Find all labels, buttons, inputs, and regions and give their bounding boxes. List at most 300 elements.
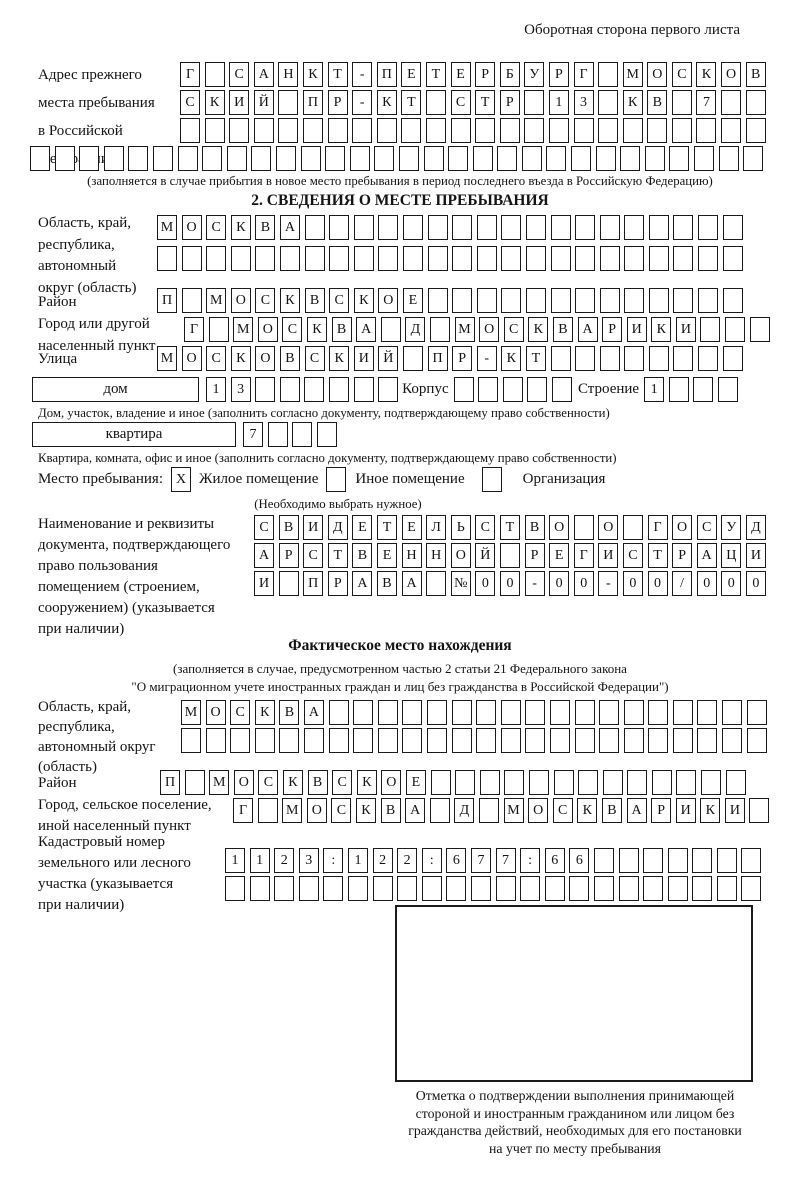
char-box [304,728,324,753]
char-box [578,770,598,795]
char-box [153,146,173,171]
char-box [697,728,717,753]
char-box: Н [278,62,298,87]
label-line: участка (указывается [38,876,174,892]
char-box: С [254,515,274,540]
char-box [209,317,229,342]
char-box [600,346,620,371]
char-box [598,62,618,87]
char-box [182,288,202,313]
char-box [422,876,442,901]
char-box [694,146,714,171]
char-box [520,876,540,901]
char-box [500,118,520,143]
char-box: А [405,798,425,823]
char-box [354,377,374,402]
char-box [598,90,618,115]
char-box: 1 [644,377,664,402]
document-row-3 [254,571,766,596]
char-box [669,146,689,171]
char-box [746,118,766,143]
char-box: 3 [231,377,251,402]
char-box: А [304,700,324,725]
char-box [550,728,570,753]
char-box: Р [452,346,472,371]
char-box: А [402,571,422,596]
char-box [427,700,447,725]
cadastral-label [38,832,191,916]
char-box [619,876,639,901]
char-box [305,215,325,240]
apartment-number-row [243,422,337,447]
char-box [278,118,298,143]
char-box [181,728,201,753]
char-box: П [303,571,323,596]
char-box: О [672,515,692,540]
char-box [479,798,499,823]
char-box: 0 [746,571,766,596]
char-box: 1 [225,848,245,873]
char-box [624,728,644,753]
char-box [227,146,247,171]
char-box: С [331,798,351,823]
char-box [329,246,349,271]
char-box [304,377,324,402]
char-box [575,700,595,725]
char-box: О [182,215,202,240]
char-box [30,146,50,171]
char-box: П [377,62,397,87]
char-box [750,317,770,342]
city-row [184,317,770,342]
char-box: И [746,543,766,568]
char-box: К [377,90,397,115]
label-line: на учет по месту пребывания [489,1140,661,1156]
char-box [746,90,766,115]
char-box [157,246,177,271]
char-box [255,377,275,402]
district-label: Район [38,294,77,310]
char-box: М [181,700,201,725]
char-box: М [206,288,226,313]
char-box [623,515,643,540]
char-box [428,288,448,313]
char-box: Г [574,62,594,87]
char-box: - [352,90,372,115]
char-box: 0 [721,571,741,596]
char-box [454,377,474,402]
label-line: места пребывания [38,95,155,111]
char-box: 6 [446,848,466,873]
char-box: К [501,346,521,371]
label-line: стороной и иностранным гражданином или лицом без [415,1105,735,1121]
label-line: в Российской [38,123,123,139]
char-box [649,215,669,240]
char-box: А [627,798,647,823]
char-box: Е [403,288,423,313]
stay-checkbox-residential: X [171,467,191,492]
char-box [723,246,743,271]
char-box [180,118,200,143]
char-box [329,377,349,402]
char-box [649,346,669,371]
char-box: Ц [721,543,741,568]
char-box: Ь [451,515,471,540]
char-box [643,848,663,873]
stay-type-row [38,467,605,492]
house-type-box: дом [32,377,199,402]
label-line: при наличии) [38,621,125,637]
char-box [649,288,669,313]
char-box [206,728,226,753]
char-box: С [258,770,278,795]
char-box: В [647,90,667,115]
char-box [428,246,448,271]
char-box [354,246,374,271]
char-box: К [700,798,720,823]
char-box: Р [672,543,692,568]
char-box: Е [406,770,426,795]
char-box [649,246,669,271]
char-box [178,146,198,171]
actual-city-row [233,798,769,823]
char-box: С [229,62,249,87]
char-box: А [254,543,274,568]
char-box [268,422,288,447]
street-label: Улица [38,351,78,367]
char-box: К [528,317,548,342]
house-note: Дом, участок, владение и иное (заполнить согласно документу, подтверждающему право собственности) [38,406,610,420]
char-box: 1 [206,377,226,402]
char-box: Е [451,62,471,87]
char-box [378,215,398,240]
prev-address-row-3 [180,118,766,143]
char-box: С [672,62,692,87]
char-box: К [307,317,327,342]
char-box: Н [402,543,422,568]
char-box: Д [454,798,474,823]
char-box: Р [602,317,622,342]
char-box [669,377,689,402]
char-box: И [598,543,618,568]
char-box [747,700,767,725]
char-box: : [323,848,343,873]
label-line: округ (область) [38,279,137,296]
char-box [575,215,595,240]
char-box [452,215,472,240]
prev-address-row-2 [180,90,766,115]
char-box: Р [279,543,299,568]
char-box [455,770,475,795]
char-box: С [206,215,226,240]
char-box [527,377,547,402]
char-box [692,876,712,901]
cadastral-row-1 [225,848,761,873]
char-box [254,118,274,143]
char-box: С [282,317,302,342]
char-box [575,346,595,371]
char-box [305,246,325,271]
char-box: О [307,798,327,823]
char-box: И [676,798,696,823]
char-box [354,215,374,240]
char-box [643,876,663,901]
char-box: О [206,700,226,725]
char-box [627,770,647,795]
char-box: К [623,90,643,115]
char-box [206,246,226,271]
char-box [696,118,716,143]
char-box: Д [405,317,425,342]
char-box: 1 [250,848,270,873]
char-box: 1 [549,90,569,115]
char-box [526,215,546,240]
street-row [157,346,743,371]
char-box [624,346,644,371]
char-box [348,876,368,901]
char-box: Р [549,62,569,87]
char-box: 0 [475,571,495,596]
char-box: П [303,90,323,115]
char-box [725,317,745,342]
char-box [279,571,299,596]
char-box [329,215,349,240]
char-box: Р [651,798,671,823]
char-box [551,246,571,271]
char-box: Р [328,90,348,115]
region-label [38,213,136,299]
prev-address-note: (заполняется в случае прибытия в новое место пребывания в период последнего въезда в Российскую Федерацию) [87,174,713,188]
char-box: О [234,770,254,795]
char-box: С [475,515,495,540]
char-box [723,288,743,313]
stroenie-row [644,377,738,402]
char-box [403,246,423,271]
stay-option-other-label: Иное помещение [355,471,465,487]
char-box: О [647,62,667,87]
char-box: Е [549,543,569,568]
char-box: М [623,62,643,87]
char-box: В [332,317,352,342]
char-box: Т [500,515,520,540]
char-box: Г [184,317,204,342]
char-box [427,728,447,753]
char-box [672,118,692,143]
prev-address-row-4 [30,146,763,171]
char-box [280,246,300,271]
char-box: О [378,288,398,313]
char-box [525,700,545,725]
char-box [377,118,397,143]
korpus-row [454,377,572,402]
char-box: С [180,90,200,115]
char-box [373,876,393,901]
char-box: Т [648,543,668,568]
char-box [594,876,614,901]
char-box [529,770,549,795]
label-line: при наличии) [38,897,125,913]
char-box [600,246,620,271]
char-box [619,848,639,873]
char-box [599,700,619,725]
char-box: 6 [569,848,589,873]
actual-location-title: Фактическое место нахождения [288,637,512,654]
char-box: Й [378,346,398,371]
char-box [496,876,516,901]
char-box [452,288,472,313]
char-box [624,246,644,271]
char-box [620,146,640,171]
char-box [478,377,498,402]
actual-district-label: Район [38,775,77,791]
char-box: В [352,543,372,568]
char-box: О [381,770,401,795]
char-box [205,62,225,87]
char-box [352,118,372,143]
char-box: - [477,346,497,371]
char-box [594,848,614,873]
char-box: М [209,770,229,795]
char-box [451,118,471,143]
char-box [430,798,450,823]
char-box [79,146,99,171]
char-box [698,346,718,371]
char-box [600,215,620,240]
char-box [743,146,763,171]
char-box [374,146,394,171]
char-box: С [697,515,717,540]
char-box [258,798,278,823]
char-box [647,118,667,143]
char-box: 0 [574,571,594,596]
char-box: С [623,543,643,568]
char-box [475,118,495,143]
label-line: (заполняется в случае, предусмотренном частью 2 статьи 21 Федерального закона [173,661,627,676]
char-box: С [451,90,471,115]
char-box [497,146,517,171]
char-box: 6 [545,848,565,873]
char-box [250,876,270,901]
char-box [726,770,746,795]
label-line: документа, подтверждающего [38,537,231,553]
document-row-1 [254,515,766,540]
char-box: В [377,571,397,596]
char-box [182,246,202,271]
char-box: Т [328,62,348,87]
char-box [325,146,345,171]
char-box [718,377,738,402]
label-line: Адрес прежнего [38,67,142,83]
char-box [477,215,497,240]
char-box [231,246,251,271]
actual-region-row-2 [181,728,767,753]
stamp-caption [365,1087,785,1157]
char-box [205,118,225,143]
char-box [574,515,594,540]
char-box [598,118,618,143]
char-box [741,848,761,873]
char-box [551,346,571,371]
char-box [603,770,623,795]
char-box [749,798,769,823]
char-box [279,728,299,753]
char-box [477,288,497,313]
prev-address-row-1 [180,62,766,87]
char-box [723,346,743,371]
corner-note: Оборотная сторона первого листа [524,22,740,38]
char-box: В [279,515,299,540]
char-box: 0 [623,571,643,596]
char-box [571,146,591,171]
char-box [719,146,739,171]
char-box: Т [526,346,546,371]
char-box: П [157,288,177,313]
label-line: населенный пункт [38,338,156,354]
actual-district-row [160,770,746,795]
stay-checkbox-organization [482,467,502,492]
char-box [426,571,446,596]
char-box [551,215,571,240]
stroenie-label: Строение [577,381,640,397]
char-box: Б [500,62,520,87]
char-box: Д [746,515,766,540]
char-box [471,876,491,901]
char-box [430,317,450,342]
char-box [397,876,417,901]
char-box [323,876,343,901]
char-box [575,246,595,271]
cadastral-row-2 [225,876,761,901]
label-line: автономный [38,258,117,274]
char-box [185,770,205,795]
char-box [550,700,570,725]
char-box [381,317,401,342]
document-label [38,514,230,640]
char-box: М [504,798,524,823]
char-box [698,215,718,240]
char-box [673,246,693,271]
char-box: Р [525,543,545,568]
char-box: В [279,700,299,725]
house-row [32,377,738,402]
char-box: 2 [274,848,294,873]
char-box [403,346,423,371]
char-box: У [721,515,741,540]
char-box [575,288,595,313]
char-box: Г [233,798,253,823]
char-box: 7 [496,848,516,873]
char-box: А [356,317,376,342]
stay-option-residential-label: Жилое помещение [199,471,319,487]
label-line: Область, край, [38,215,132,231]
char-box: К [356,798,376,823]
char-box [280,377,300,402]
apartment-row [32,422,337,447]
char-box [747,728,767,753]
char-box: С [255,288,275,313]
char-box: 1 [348,848,368,873]
char-box [225,876,245,901]
char-box: В [305,288,325,313]
char-box [524,90,544,115]
label-line: Область, край, [38,699,132,715]
char-box: О [528,798,548,823]
char-box: О [255,346,275,371]
char-box [329,700,349,725]
char-box: С [504,317,524,342]
char-box [551,288,571,313]
char-box: В [602,798,622,823]
